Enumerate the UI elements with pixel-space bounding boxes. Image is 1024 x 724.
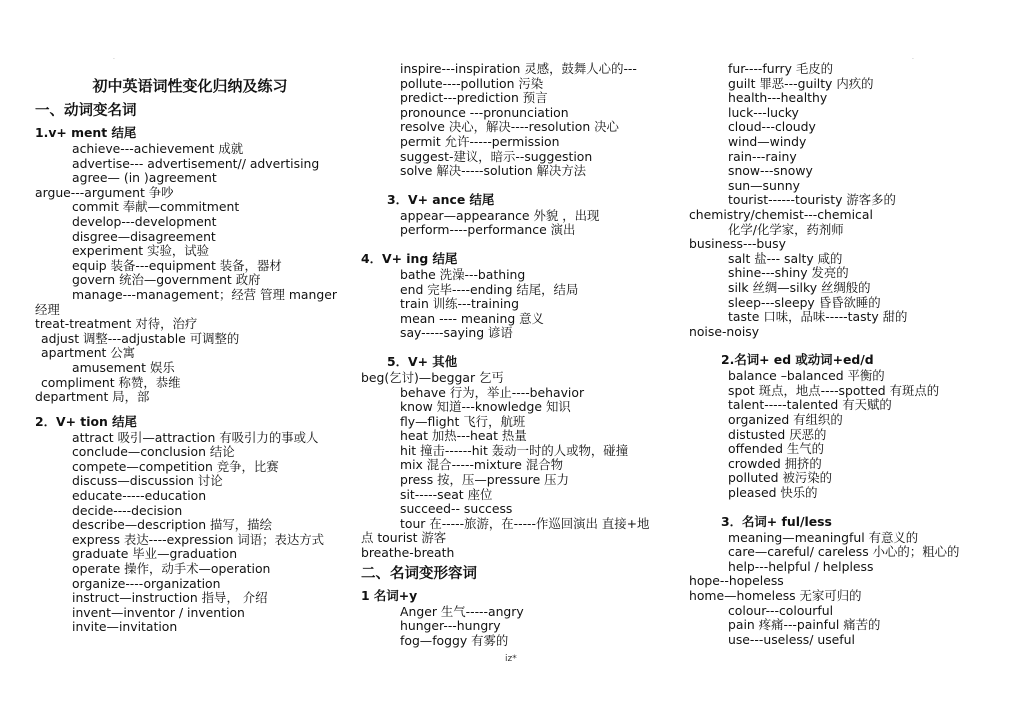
list-item: heat 加热---heat 热量 <box>400 428 527 444</box>
list-item: amusement 娱乐 <box>72 359 175 375</box>
list-item: breathe-breath <box>361 545 455 561</box>
list-item: compete—competition 竞争，比赛 <box>72 458 279 474</box>
list-item: invent—inventor / invention <box>72 604 245 620</box>
word-list-ance <box>361 209 681 238</box>
section-heading-noun-to-adjective: 二、名词变形容词 <box>361 565 477 582</box>
list-item: perform----performance 演出 <box>400 222 576 238</box>
list-item: fur----furry 毛皮的 <box>728 61 834 76</box>
list-item: treat-treatment 对待，治疗 <box>35 316 198 332</box>
list-item: hit 撞击------hit 轰动一时的人或物，碰撞 <box>400 442 629 458</box>
list-item: describe—description 描写，描绘 <box>72 517 272 533</box>
word-list-noun-y <box>361 605 681 649</box>
list-item: express 表达----expression 词语；表达方式 <box>72 531 325 547</box>
group-heading-ing: 4．V+ ing 结尾 <box>361 250 458 266</box>
list-item: know 知道---knowledge 知识 <box>400 399 571 415</box>
list-item: fog—foggy 有雾的 <box>400 632 509 648</box>
group-heading-noun-ful-less: 3．名词+ ful/less <box>721 513 832 529</box>
list-item: say-----saying 谚语 <box>400 325 513 341</box>
list-item: mix 混合-----mixture 混合物 <box>400 457 564 473</box>
list-item: argue---argument 争吵 <box>35 184 174 200</box>
list-item: invite—invitation <box>72 619 178 635</box>
list-item: salt 盐--- salty 咸的 <box>728 250 843 266</box>
group-heading-tion: 2．V+ tion 结尾 <box>35 413 137 429</box>
column-2 <box>361 62 681 648</box>
list-item: suggest-建议，暗示--suggestion <box>400 148 593 164</box>
section-heading-verb-to-noun: 一、动词变名词 <box>35 103 137 119</box>
list-item: hope--hopeless <box>689 573 784 589</box>
list-item: 经理 <box>35 301 60 317</box>
list-item: tourist------touristy 游客多的 <box>728 192 896 208</box>
document-title: 初中英语词性变化归纳及练习 <box>92 77 288 95</box>
list-item: snow---snowy <box>728 163 813 179</box>
list-item: health---healthy <box>728 90 828 106</box>
list-item: permit 允许-----permission <box>400 133 560 149</box>
list-item: rain---rainy <box>728 148 797 164</box>
list-item: business---busy <box>689 236 786 252</box>
list-item: pollute----pollution 污染 <box>400 75 544 91</box>
list-item: operate 操作，动手术—operation <box>72 561 271 577</box>
column-3 <box>689 62 989 647</box>
list-item: apartment 公寓 <box>41 345 136 361</box>
list-item: bathe 洗澡---bathing <box>400 266 526 282</box>
list-item: 化学/化学家，药剂师 <box>728 221 844 237</box>
list-item: achieve---achievement 成就 <box>72 141 244 156</box>
list-item: help---helpful / helpless <box>728 558 874 574</box>
list-item: develop---development <box>72 213 217 229</box>
column-1 <box>35 62 345 635</box>
list-item: commit 奉献—commitment <box>72 199 240 215</box>
corner-mark: · <box>113 56 115 63</box>
list-item: appear—appearance 外貌 ，出现 <box>400 207 600 223</box>
list-item: sit-----seat 座位 <box>400 486 493 502</box>
list-item: pain 疼痛---painful 痛苦的 <box>728 617 881 633</box>
list-item: chemistry/chemist---chemical <box>689 206 873 222</box>
group-heading-other: 5．V+ 其他 <box>387 353 458 369</box>
list-item: succeed-- success <box>400 501 513 517</box>
list-item: guilt 罪恶---guilty 内疚的 <box>728 75 874 91</box>
list-item: organize----organization <box>72 575 221 591</box>
word-list-tion-continued <box>361 62 681 179</box>
list-item: discuss—discussion 讨论 <box>72 473 223 489</box>
list-item: behave 行为，举止----behavior <box>400 384 585 400</box>
list-item: taste 口味，品味-----tasty 甜的 <box>728 309 908 325</box>
list-item: sun—sunny <box>728 177 800 193</box>
list-item: train 训练---training <box>400 296 519 312</box>
list-item: use---useless/ useful <box>728 631 855 647</box>
list-item: conclude—conclusion 结论 <box>72 444 235 460</box>
list-item: graduate 毕业—graduation <box>72 546 238 562</box>
list-item: crowded 拥挤的 <box>728 455 822 471</box>
list-item: 点 tourist 游客 <box>361 530 447 546</box>
page-footer-mark: iz* <box>505 654 517 664</box>
list-item: noise-noisy <box>689 323 760 339</box>
word-list-other <box>361 386 681 532</box>
word-list-other-tail <box>361 531 681 560</box>
list-item: offended 生气的 <box>728 441 825 457</box>
list-item: equip 装备---equipment 装备，器材 <box>72 257 282 273</box>
list-item: polluted 被污染的 <box>728 470 833 486</box>
list-item: educate-----education <box>72 488 207 504</box>
list-item: solve 解决-----solution 解决方法 <box>400 163 587 179</box>
list-item: predict---prediction 预言 <box>400 90 548 106</box>
list-item: attract 吸引—attraction 有吸引力的事或人 <box>72 429 319 445</box>
list-item: sleep---sleepy 昏昏欲睡的 <box>728 294 881 310</box>
list-item: hunger---hungry <box>400 618 501 634</box>
word-list-ment <box>35 142 345 405</box>
list-item: talent-----talented 有天赋的 <box>728 397 892 413</box>
list-item: organized 有组织的 <box>728 412 843 428</box>
list-item: balance –balanced 平衡的 <box>728 368 885 384</box>
list-item: wind—windy <box>728 133 807 149</box>
list-item: beg(乞讨)—beggar 乞丐 <box>361 369 504 385</box>
word-list-noun-y-continued <box>689 62 989 339</box>
list-item: spot 斑点，地点----spotted 有斑点的 <box>728 382 940 398</box>
group-heading-noun-y: 1 名词+y <box>361 587 418 603</box>
list-item: advertise--- advertisement// advertising <box>72 155 320 171</box>
list-item: manage---management；经营 管理 manger <box>72 286 337 302</box>
list-item: cloud---cloudy <box>728 119 816 135</box>
list-item: disgree—disagreement <box>72 228 216 244</box>
list-item: fly—flight 飞行，航班 <box>400 413 526 429</box>
list-item: shine---shiny 发亮的 <box>728 265 849 281</box>
list-item: experiment 实验，试验 <box>72 243 210 259</box>
list-item: care—careful/ careless 小心的；粗心的 <box>728 544 960 560</box>
list-item: tour 在-----旅游，在-----作巡回演出 直接+地 <box>400 515 650 531</box>
list-item: department 局，部 <box>35 389 150 405</box>
list-item: end 完毕----ending 结尾，结局 <box>400 281 579 297</box>
word-list-tion <box>35 431 345 635</box>
list-item: colour---colourful <box>728 602 834 618</box>
group-heading-ment: 1.v+ ment 结尾 <box>35 125 137 140</box>
list-item: distusted 厌恶的 <box>728 426 827 442</box>
list-item: instruct—instruction 指导， 介绍 <box>72 590 268 606</box>
list-item: decide----decision <box>72 502 183 518</box>
word-list-noun-ful-less <box>689 531 989 648</box>
list-item: pleased 快乐的 <box>728 485 818 501</box>
group-heading-ance: 3．V+ ance 结尾 <box>387 191 495 207</box>
list-item: agree— (in )agreement <box>72 170 217 186</box>
corner-mark: · <box>912 56 914 63</box>
list-item: govern 统治—government 政府 <box>72 272 261 288</box>
list-item: inspire---inspiration 灵感，鼓舞人心的--- <box>400 61 637 76</box>
list-item: meaning—meaningful 有意义的 <box>728 529 919 545</box>
list-item: pronounce ---pronunciation <box>400 104 569 120</box>
list-item: resolve 决心，解决----resolution 决心 <box>400 119 619 135</box>
word-list-ing <box>361 268 681 341</box>
list-item: home—homeless 无家可归的 <box>689 588 862 603</box>
list-item: luck---lucky <box>728 104 799 120</box>
list-item: adjust 调整---adjustable 可调整的 <box>41 330 240 346</box>
list-item: mean ---- meaning 意义 <box>400 310 544 326</box>
list-item: compliment 称赞，恭维 <box>41 374 181 390</box>
word-list-noun-ed <box>689 369 989 500</box>
group-heading-noun-ed: 2.名词+ ed 或动词+ed/d <box>721 352 874 368</box>
list-item: silk 丝绸—silky 丝绸般的 <box>728 279 871 295</box>
list-item: Anger 生气-----angry <box>400 603 524 619</box>
list-item: press 按，压—pressure 压力 <box>400 472 569 488</box>
